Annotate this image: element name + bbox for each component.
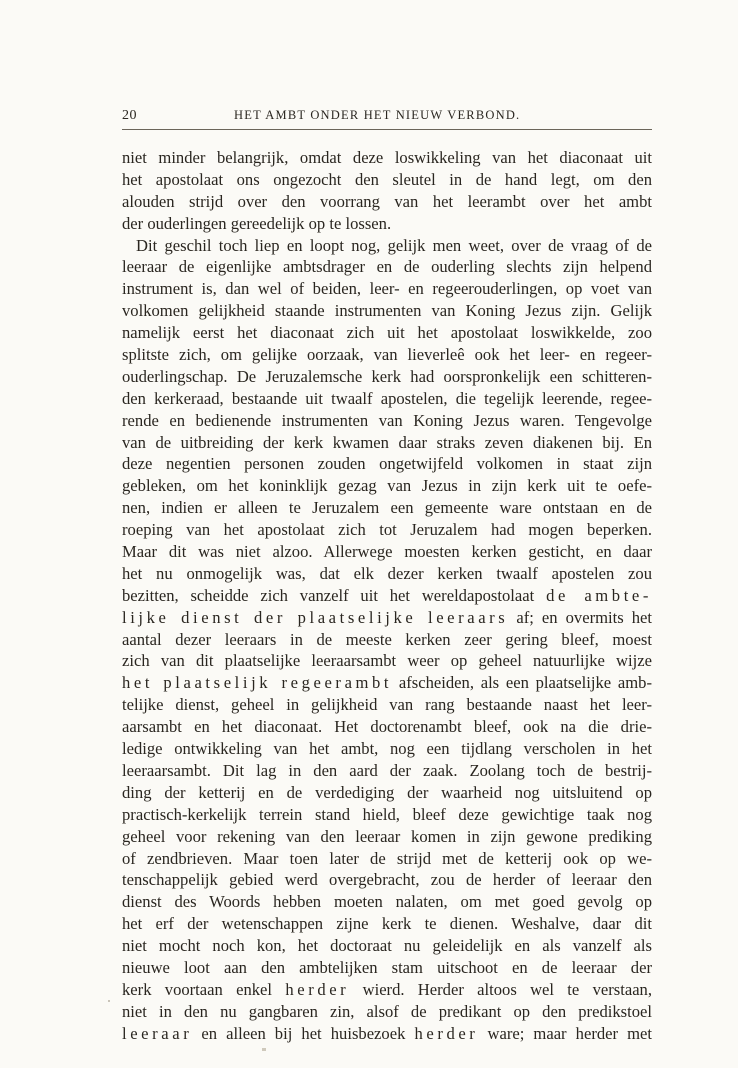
text-line: instrument is, dan wel of beiden, leer- en regeerouderlingen, op voet van	[122, 279, 652, 299]
spaced-emphasis: herder	[285, 979, 350, 999]
text-line: alouden strijd over den voorrang van het leerambt over het ambt	[122, 191, 652, 211]
text-line: aarsambt en het diaconaat. Het doctorenambt bleef, ook na die drie-	[122, 717, 652, 737]
body-text	[122, 147, 652, 1045]
text-line: namelijk eerst het diaconaat zich uit het apostolaat loswikkelde, zoo	[122, 323, 652, 343]
text-line: splitste zich, om gelijke oorzaak, van lieverleê ook het leer- en regeer-	[122, 345, 652, 365]
text-line: dienst des Woords hebben moeten nalaten, om met goed gevolg op	[122, 892, 652, 912]
text-line: volkomen gelijkheid staande instrumenten van Koning Jezus zijn. Gelijk	[122, 301, 652, 321]
text-line: deze negentien personen zouden ongetwijfeld volkomen in staat zijn	[122, 454, 652, 474]
text-line: geheel voor rekening van den leeraar komen in zijn gewone prediking	[122, 826, 652, 846]
running-head: HET AMBT ONDER HET NIEUW VERBOND.	[234, 108, 521, 122]
spaced-emphasis: leeraar	[122, 1023, 193, 1043]
page-header	[122, 105, 652, 127]
text-line: bezitten, scheidde zich vanzelf uit het wereldapostolaat de ambte-	[122, 585, 653, 605]
text-line: practisch-kerkelijk terrein stand hield, bleef deze gewichtige taak nog	[122, 804, 652, 824]
text-line: van de uitbreiding der kerk kwamen daar straks zeven diakenen bij. En	[122, 432, 652, 452]
text-line: Dit geschil toch liep en loopt nog, gelijk men weet, over de vraag of de	[136, 235, 652, 255]
text-line: nieuwe loot aan den ambtelijken stam uitschoot en de leeraar der	[122, 957, 652, 977]
text-line: leeraarsambt. Dit lag in den aard der zaak. Zoolang toch de bestrij-	[122, 760, 652, 780]
text-line: tenschappelijk gebied werd overgebracht, zou de herder of leeraar den	[122, 870, 652, 890]
text-line: den kerkeraad, bestaande uit twaalf apostelen, die tegelijk leerende, regee-	[122, 388, 652, 408]
spaced-emphasis: het plaatselijk regeerambt	[122, 673, 393, 693]
text-line: leeraar de eigenlijke ambtsdrager en de ouderling slechts zijn helpend	[122, 257, 652, 277]
page-number: 20	[122, 108, 137, 123]
text-line: ding der ketterij en de verdediging der waarheid nog uitsluitend op	[122, 782, 652, 802]
text-line: roeping van het apostolaat zich tot Jeruzalem had mogen beperken.	[122, 520, 652, 540]
spaced-emphasis: de ambte-	[546, 585, 653, 605]
text-line: het nu onmogelijk was, dat elk dezer kerken twaalf apostelen zou	[122, 563, 652, 583]
text-line: leeraar en alleen bij het huisbezoek herder ware; maar herder met	[122, 1023, 652, 1043]
text-line: aantal dezer leeraars in de meeste kerken zeer gering bleef, moest	[122, 629, 652, 649]
text-line: gebleken, om het koninklijk gezag van Jezus in zijn kerk uit te oefe-	[122, 476, 652, 496]
spaced-emphasis: herder	[414, 1023, 479, 1043]
text-line: het plaatselijk regeerambt afscheiden, als een plaatselijke amb-	[122, 673, 652, 693]
text-line: het erf der wetenschappen zijne kerk te dienen. Weshalve, daar dit	[122, 914, 652, 934]
text-line: of zendbrieven. Maar toen later de strijd met de ketterij ook op we-	[122, 848, 652, 868]
spaced-emphasis: lijke dienst der plaatselijke leeraars	[122, 607, 509, 627]
text-line: lijke dienst der plaatselijke leeraars af; en overmits het	[122, 607, 652, 627]
text-line: kerk voortaan enkel herder wierd. Herder altoos wel te verstaan,	[122, 979, 652, 999]
text-line: zich van dit plaatselijke leeraarsambt weer op geheel natuurlijke wijze	[122, 651, 652, 671]
margin-speck	[108, 1000, 110, 1002]
text-line: niet in den nu gangbaren zin, alsof de predikant op den predikstoel	[122, 1001, 652, 1021]
text-line: niet minder belangrijk, omdat deze loswikkeling van het diaconaat uit	[122, 148, 652, 167]
text-line: ouderlingschap. De Jeruzalemsche kerk had oorspronkelijk een schitteren-	[122, 366, 652, 386]
text-line: telijke dienst, geheel in gelijkheid van rang bestaande naast het leer-	[122, 695, 652, 715]
text-line: het apostolaat ons ongezocht den sleutel in de hand legt, om den	[122, 169, 652, 189]
text-line: der ouderlingen gereedelijk op te lossen.	[122, 213, 392, 233]
text-line: rende en bedienende instrumenten van Koning Jezus waren. Tengevolge	[122, 410, 652, 430]
text-line: Maar dit was niet alzoo. Allerwege moesten kerken gesticht, en daar	[122, 542, 652, 562]
text-line: niet mocht noch kon, het doctoraat nu geleidelijk en als vanzelf als	[122, 936, 652, 956]
header-rule	[122, 129, 652, 130]
page-speck	[262, 1048, 266, 1051]
text-line: nen, indien er alleen te Jeruzalem een gemeente ware ontstaan en de	[122, 498, 652, 518]
text-line: ledige ontwikkeling van het ambt, nog een tijdlang verscholen in het	[122, 739, 652, 759]
